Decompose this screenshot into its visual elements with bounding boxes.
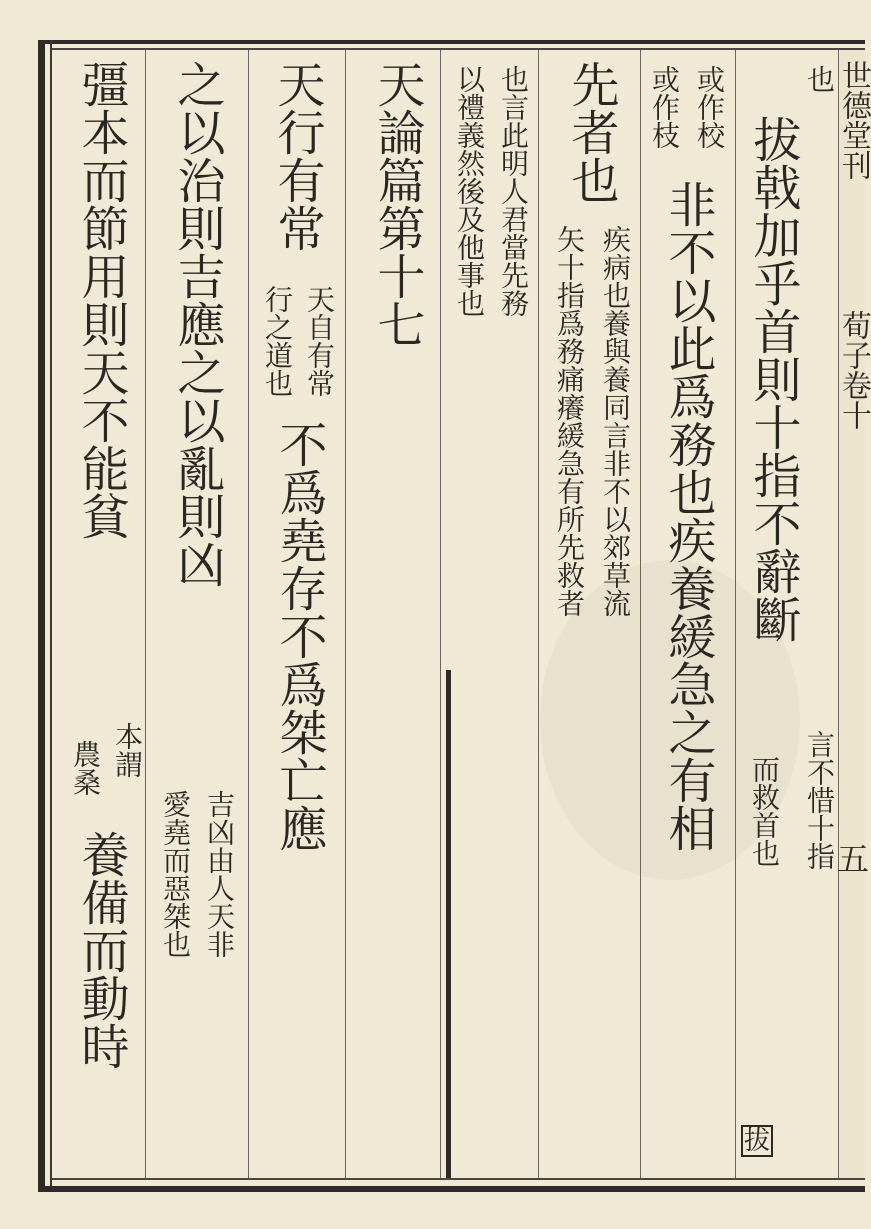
chapter-title-text: 天論篇第十七 [369,60,425,348]
col1-annotation-head [800,65,836,93]
frame-bottom-inner [52,1178,865,1180]
annotation-text: 吉凶由人天非 [203,790,236,958]
col3-annotation-left [550,225,586,617]
page-number-text: 五 [837,840,870,878]
col6-annotation-left [258,285,294,397]
main-text: 天行有常 [269,60,325,252]
column-rule [640,50,641,1178]
col8-main-text [64,60,128,540]
frame-left [38,40,45,1190]
col2-annotation-right [690,65,726,149]
boxed-text: 拔 [744,1126,771,1156]
main-text: 非不以此爲務也疾養緩急之有相 [660,180,716,852]
annotation-text: 天自有常 [303,285,336,397]
col1-annotation-right [800,730,836,870]
margin-book-text: 荀子卷十 [836,310,871,430]
section-end-rule [446,670,451,1178]
col3-annotation-right [596,225,632,617]
col4-annotation-left [450,65,486,317]
main-text: 不爲堯存不爲桀亡應 [271,420,327,852]
annotation-text: 本謂 [111,722,144,778]
col6-main-head [260,60,324,252]
annotation-text: 農桑 [69,740,102,796]
col8-annotation-right [108,722,144,778]
frame-top-inner [52,48,865,50]
frame-top [38,40,865,44]
margin-page-number [838,840,868,878]
chapter-title [360,60,424,348]
col8-main-tail [64,830,128,1070]
main-text: 拔戟加乎首則十指不辭斷 [745,115,801,643]
main-text: 之以治則吉應之以亂則凶 [169,60,225,588]
column-rule [538,50,539,1178]
column-rule [248,50,249,1178]
margin-panel [840,50,865,1178]
frame-left-inner [50,40,52,1190]
boxed-char-ba [741,1125,773,1157]
margin-book [836,310,871,430]
margin-title [836,60,871,180]
column-rule [345,50,346,1178]
col7-main-text [160,60,224,588]
annotation-text: 行之道也 [261,285,294,397]
col7-annotation-left [156,790,192,958]
main-text: 養備而動時 [73,830,129,1070]
annotation-text: 矢十指爲務痛癢緩急有所先救者 [553,225,586,617]
margin-title-text: 世德堂刊 [836,60,871,180]
annotation-text: 以禮義然後及他事也 [453,65,486,317]
annotation-text: 言不惜十指 [803,730,836,870]
annotation-text: 疾病也養與養同言非不以郊草流 [599,225,632,617]
main-text: 先者也 [563,60,619,204]
annotation-text: 愛堯而惡桀也 [159,790,192,958]
column-rule [440,50,441,1178]
col2-main-text [655,180,715,852]
column-rule [838,50,839,1178]
col1-main-text [744,115,800,643]
annotation-text: 或作校 [693,65,726,149]
annotation-text: 也言此明人君當先務 [497,65,530,317]
annotation-text: 也 [803,65,836,93]
col2-annotation-left [645,65,681,149]
col8-annotation-left [66,740,102,796]
frame-bottom [38,1186,865,1192]
column-rule [145,50,146,1178]
col6-main-tail [262,420,326,852]
col6-annotation-right [300,285,336,397]
col1-annotation-left [745,755,781,867]
col3-main-text [558,60,618,204]
column-rule [735,50,736,1178]
annotation-text: 而救首也 [748,755,781,867]
annotation-text: 或作枝 [648,65,681,149]
col7-annotation-right [200,790,236,958]
col4-annotation-right [494,65,530,317]
main-text: 彊本而節用則天不能貧 [73,60,129,540]
